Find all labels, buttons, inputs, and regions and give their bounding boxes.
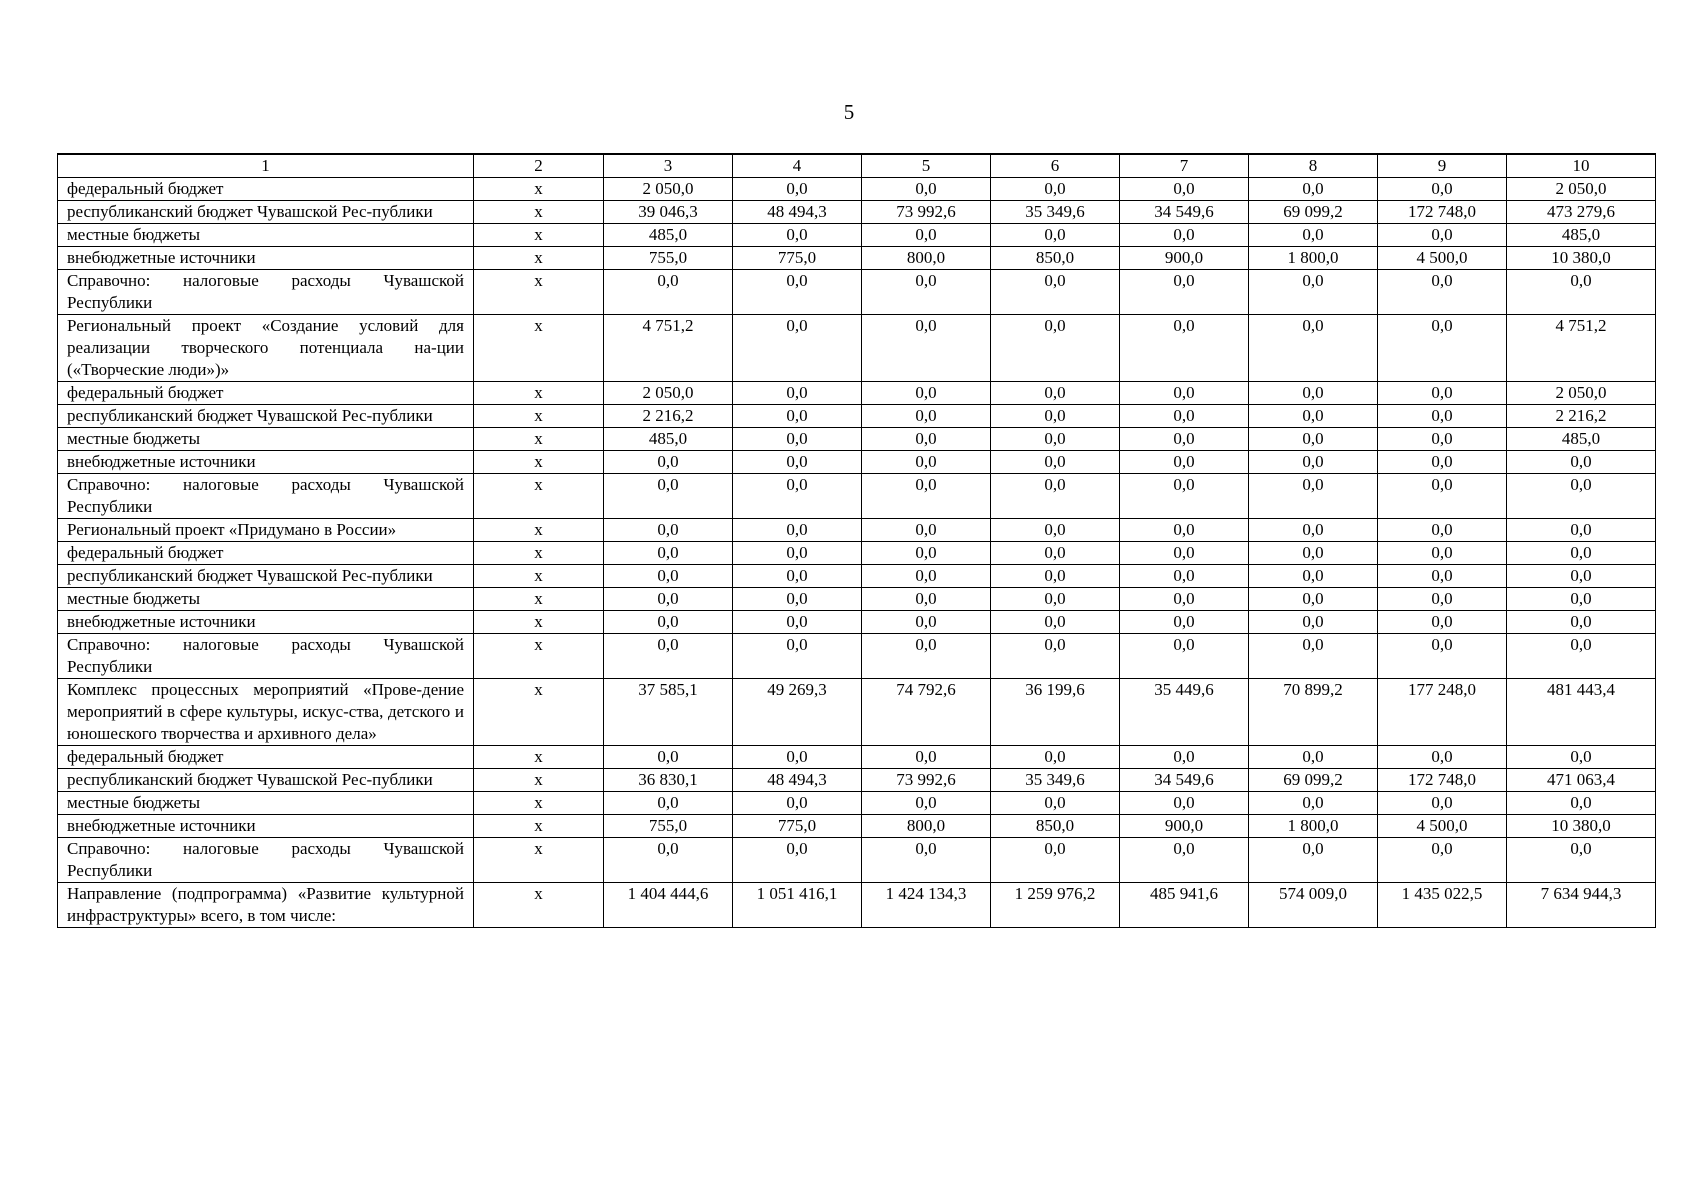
table-row: [58, 883, 1656, 928]
row-value: 0,0: [991, 405, 1120, 428]
row-value: 0,0: [1120, 315, 1249, 382]
row-value: 0,0: [991, 428, 1120, 451]
row-value: 0,0: [1120, 634, 1249, 679]
row-value: 0,0: [1507, 838, 1656, 883]
row-value: 0,0: [991, 634, 1120, 679]
row-value: 0,0: [733, 382, 862, 405]
row-value: 0,0: [604, 542, 733, 565]
row-value: 172 748,0: [1378, 769, 1507, 792]
row-value: 0,0: [1378, 746, 1507, 769]
row-value: 0,0: [1507, 792, 1656, 815]
table-row: [58, 634, 1656, 679]
row-value: 0,0: [1249, 224, 1378, 247]
row-value: 10 380,0: [1507, 815, 1656, 838]
table-row: [58, 519, 1656, 542]
table-row: [58, 838, 1656, 883]
row-value: 850,0: [991, 815, 1120, 838]
row-value: 35 349,6: [991, 201, 1120, 224]
row-name: внебюджетные источники: [58, 815, 474, 838]
column-number: 3: [604, 154, 733, 178]
row-value: 0,0: [1249, 474, 1378, 519]
table-row: [58, 815, 1656, 838]
row-name: местные бюджеты: [58, 792, 474, 815]
row-code: х: [474, 315, 604, 382]
row-name: Справочно: налоговые расходы Чувашской Республики: [58, 474, 474, 519]
table-row: [58, 382, 1656, 405]
row-value: 1 800,0: [1249, 815, 1378, 838]
row-value: 0,0: [1378, 270, 1507, 315]
row-value: 0,0: [733, 178, 862, 201]
table-body: [58, 154, 1656, 928]
row-value: 900,0: [1120, 815, 1249, 838]
row-name: Справочно: налоговые расходы Чувашской Республики: [58, 634, 474, 679]
row-code: х: [474, 634, 604, 679]
row-value: 48 494,3: [733, 201, 862, 224]
row-code: х: [474, 792, 604, 815]
row-value: 0,0: [1378, 519, 1507, 542]
row-value: 485 941,6: [1120, 883, 1249, 928]
row-value: 0,0: [1378, 451, 1507, 474]
row-value: 574 009,0: [1249, 883, 1378, 928]
row-code: х: [474, 611, 604, 634]
row-value: 49 269,3: [733, 679, 862, 746]
table-row: [58, 746, 1656, 769]
row-name: Региональный проект «Придумано в России»: [58, 519, 474, 542]
row-value: 481 443,4: [1507, 679, 1656, 746]
row-value: 0,0: [1378, 315, 1507, 382]
row-value: 800,0: [862, 247, 991, 270]
row-value: 2 050,0: [604, 382, 733, 405]
row-value: 0,0: [1507, 565, 1656, 588]
row-value: 0,0: [991, 270, 1120, 315]
row-value: 37 585,1: [604, 679, 733, 746]
row-value: 0,0: [1378, 634, 1507, 679]
row-value: 755,0: [604, 247, 733, 270]
row-value: 0,0: [1249, 565, 1378, 588]
row-value: 0,0: [1120, 428, 1249, 451]
row-code: х: [474, 883, 604, 928]
row-value: 0,0: [862, 382, 991, 405]
row-value: 0,0: [1120, 519, 1249, 542]
row-value: 800,0: [862, 815, 991, 838]
row-value: 1 259 976,2: [991, 883, 1120, 928]
row-value: 0,0: [1507, 270, 1656, 315]
table-row: [58, 474, 1656, 519]
row-value: 0,0: [991, 565, 1120, 588]
row-name: Региональный проект «Создание условий для реализации творческого потенциала на-ции («Творческие люди»)»: [58, 315, 474, 382]
column-number: 4: [733, 154, 862, 178]
row-value: 0,0: [991, 792, 1120, 815]
row-value: 0,0: [862, 178, 991, 201]
row-value: 0,0: [1378, 792, 1507, 815]
row-value: 2 216,2: [604, 405, 733, 428]
row-value: 0,0: [733, 746, 862, 769]
row-value: 0,0: [604, 838, 733, 883]
column-number: 9: [1378, 154, 1507, 178]
row-value: 0,0: [604, 451, 733, 474]
row-value: 1 404 444,6: [604, 883, 733, 928]
row-value: 2 050,0: [1507, 382, 1656, 405]
row-name: республиканский бюджет Чувашской Рес-публики: [58, 769, 474, 792]
row-value: 485,0: [604, 428, 733, 451]
row-name: внебюджетные источники: [58, 451, 474, 474]
row-value: 2 050,0: [1507, 178, 1656, 201]
row-value: 0,0: [862, 792, 991, 815]
row-value: 0,0: [862, 588, 991, 611]
row-value: 0,0: [1120, 746, 1249, 769]
row-value: 0,0: [1378, 838, 1507, 883]
row-code: х: [474, 474, 604, 519]
row-code: х: [474, 815, 604, 838]
row-value: 0,0: [733, 224, 862, 247]
table-row: [58, 270, 1656, 315]
row-value: 0,0: [1378, 588, 1507, 611]
row-value: 0,0: [1120, 474, 1249, 519]
row-value: 0,0: [1120, 588, 1249, 611]
row-name: внебюджетные источники: [58, 611, 474, 634]
row-code: х: [474, 565, 604, 588]
table-row: [58, 792, 1656, 815]
row-name: Справочно: налоговые расходы Чувашской Республики: [58, 270, 474, 315]
table-row: [58, 769, 1656, 792]
row-value: 0,0: [1507, 634, 1656, 679]
row-code: х: [474, 588, 604, 611]
column-number: 1: [58, 154, 474, 178]
row-value: 0,0: [1507, 542, 1656, 565]
row-value: 1 435 022,5: [1378, 883, 1507, 928]
row-name: республиканский бюджет Чувашской Рес-публики: [58, 405, 474, 428]
row-value: 2 216,2: [1507, 405, 1656, 428]
row-value: 69 099,2: [1249, 769, 1378, 792]
row-value: 0,0: [1507, 474, 1656, 519]
row-value: 172 748,0: [1378, 201, 1507, 224]
row-value: 0,0: [1120, 405, 1249, 428]
row-value: 73 992,6: [862, 201, 991, 224]
table-row: [58, 201, 1656, 224]
row-value: 0,0: [604, 474, 733, 519]
row-code: х: [474, 769, 604, 792]
row-value: 0,0: [1120, 382, 1249, 405]
row-code: х: [474, 270, 604, 315]
row-value: 0,0: [1507, 611, 1656, 634]
row-value: 0,0: [1120, 451, 1249, 474]
table-row: [58, 405, 1656, 428]
row-value: 0,0: [604, 634, 733, 679]
row-value: 0,0: [862, 428, 991, 451]
row-value: 0,0: [1120, 611, 1249, 634]
row-value: 0,0: [604, 565, 733, 588]
row-name: федеральный бюджет: [58, 382, 474, 405]
row-code: х: [474, 746, 604, 769]
column-number: 8: [1249, 154, 1378, 178]
row-value: 0,0: [733, 792, 862, 815]
row-value: 0,0: [1507, 519, 1656, 542]
row-value: 2 050,0: [604, 178, 733, 201]
row-value: 473 279,6: [1507, 201, 1656, 224]
row-value: 0,0: [604, 588, 733, 611]
row-name: федеральный бюджет: [58, 178, 474, 201]
column-number: 10: [1507, 154, 1656, 178]
row-value: 177 248,0: [1378, 679, 1507, 746]
row-code: х: [474, 178, 604, 201]
row-value: 0,0: [862, 224, 991, 247]
row-value: 0,0: [1120, 838, 1249, 883]
row-value: 0,0: [862, 474, 991, 519]
row-value: 0,0: [991, 178, 1120, 201]
row-value: 0,0: [862, 315, 991, 382]
row-value: 0,0: [991, 382, 1120, 405]
row-value: 0,0: [733, 588, 862, 611]
row-name: местные бюджеты: [58, 224, 474, 247]
row-value: 471 063,4: [1507, 769, 1656, 792]
row-value: 0,0: [1378, 611, 1507, 634]
row-value: 900,0: [1120, 247, 1249, 270]
row-value: 74 792,6: [862, 679, 991, 746]
row-name: республиканский бюджет Чувашской Рес-публики: [58, 565, 474, 588]
row-code: х: [474, 247, 604, 270]
row-value: 0,0: [733, 270, 862, 315]
row-name: Справочно: налоговые расходы Чувашской Республики: [58, 838, 474, 883]
row-value: 34 549,6: [1120, 769, 1249, 792]
row-value: 0,0: [604, 611, 733, 634]
row-value: 36 830,1: [604, 769, 733, 792]
row-code: х: [474, 201, 604, 224]
row-value: 0,0: [862, 542, 991, 565]
row-code: х: [474, 428, 604, 451]
row-code: х: [474, 679, 604, 746]
row-value: 73 992,6: [862, 769, 991, 792]
row-value: 0,0: [862, 519, 991, 542]
table-row: [58, 679, 1656, 746]
row-value: 0,0: [1249, 315, 1378, 382]
row-value: 36 199,6: [991, 679, 1120, 746]
row-value: 4 500,0: [1378, 815, 1507, 838]
row-value: 4 751,2: [1507, 315, 1656, 382]
row-code: х: [474, 542, 604, 565]
row-code: х: [474, 519, 604, 542]
row-code: х: [474, 224, 604, 247]
row-value: 0,0: [862, 451, 991, 474]
row-value: 0,0: [1378, 382, 1507, 405]
row-value: 0,0: [862, 270, 991, 315]
table-row: [58, 611, 1656, 634]
row-value: 0,0: [862, 838, 991, 883]
row-value: 0,0: [862, 565, 991, 588]
table-row: [58, 542, 1656, 565]
table-row: [58, 588, 1656, 611]
row-value: 0,0: [1120, 565, 1249, 588]
row-value: 0,0: [1249, 178, 1378, 201]
row-value: 0,0: [1249, 451, 1378, 474]
row-value: 0,0: [991, 542, 1120, 565]
row-value: 0,0: [1120, 792, 1249, 815]
row-value: 0,0: [991, 838, 1120, 883]
row-value: 7 634 944,3: [1507, 883, 1656, 928]
row-value: 0,0: [1378, 428, 1507, 451]
row-value: 0,0: [1249, 542, 1378, 565]
row-value: 0,0: [862, 405, 991, 428]
column-number: 2: [474, 154, 604, 178]
row-name: внебюджетные источники: [58, 247, 474, 270]
row-value: 0,0: [733, 542, 862, 565]
row-value: 0,0: [1507, 746, 1656, 769]
row-value: 39 046,3: [604, 201, 733, 224]
row-value: 0,0: [1507, 451, 1656, 474]
row-value: 0,0: [862, 611, 991, 634]
row-value: 69 099,2: [1249, 201, 1378, 224]
row-value: 0,0: [991, 746, 1120, 769]
row-value: 0,0: [1249, 746, 1378, 769]
row-value: 0,0: [733, 565, 862, 588]
row-value: 0,0: [1378, 405, 1507, 428]
row-value: 0,0: [604, 270, 733, 315]
row-value: 0,0: [1249, 611, 1378, 634]
row-value: 1 051 416,1: [733, 883, 862, 928]
table-row: [58, 224, 1656, 247]
row-value: 0,0: [991, 474, 1120, 519]
table-row: [58, 247, 1656, 270]
row-name: местные бюджеты: [58, 588, 474, 611]
row-value: 0,0: [1507, 588, 1656, 611]
row-value: 0,0: [1378, 542, 1507, 565]
row-name: Направление (подпрограмма) «Развитие культурной инфраструктуры» всего, в том числе:: [58, 883, 474, 928]
row-value: 0,0: [733, 451, 862, 474]
row-value: 755,0: [604, 815, 733, 838]
row-name: Комплекс процессных мероприятий «Прове-дение мероприятий в сфере культуры, искус-ства, детского и юношеского творчества и архивного дела»: [58, 679, 474, 746]
row-value: 0,0: [1120, 270, 1249, 315]
row-value: 48 494,3: [733, 769, 862, 792]
row-value: 0,0: [1249, 405, 1378, 428]
row-value: 0,0: [733, 519, 862, 542]
row-value: 35 349,6: [991, 769, 1120, 792]
row-value: 35 449,6: [1120, 679, 1249, 746]
row-value: 70 899,2: [1249, 679, 1378, 746]
row-value: 0,0: [1249, 792, 1378, 815]
row-value: 1 800,0: [1249, 247, 1378, 270]
row-value: 0,0: [991, 611, 1120, 634]
row-value: 0,0: [1249, 382, 1378, 405]
row-value: 0,0: [1249, 270, 1378, 315]
row-code: х: [474, 451, 604, 474]
row-value: 4 500,0: [1378, 247, 1507, 270]
row-name: местные бюджеты: [58, 428, 474, 451]
budget-table: [57, 153, 1656, 928]
page-number: 5: [843, 100, 855, 124]
row-value: 0,0: [1249, 428, 1378, 451]
row-value: 0,0: [1249, 838, 1378, 883]
row-value: 34 549,6: [1120, 201, 1249, 224]
row-value: 0,0: [733, 405, 862, 428]
row-value: 0,0: [604, 519, 733, 542]
row-value: 0,0: [991, 519, 1120, 542]
row-value: 0,0: [1378, 224, 1507, 247]
row-value: 485,0: [1507, 428, 1656, 451]
row-value: 0,0: [1120, 224, 1249, 247]
row-value: 0,0: [1249, 519, 1378, 542]
row-value: 4 751,2: [604, 315, 733, 382]
row-value: 0,0: [1378, 178, 1507, 201]
row-value: 0,0: [1378, 565, 1507, 588]
row-value: 0,0: [733, 611, 862, 634]
row-value: 0,0: [1120, 178, 1249, 201]
table-row: [58, 178, 1656, 201]
column-number: 5: [862, 154, 991, 178]
row-value: 775,0: [733, 815, 862, 838]
row-name: федеральный бюджет: [58, 746, 474, 769]
row-value: 485,0: [604, 224, 733, 247]
row-value: 0,0: [604, 746, 733, 769]
row-value: 0,0: [1249, 588, 1378, 611]
row-value: 0,0: [991, 315, 1120, 382]
row-code: х: [474, 382, 604, 405]
row-value: 0,0: [862, 746, 991, 769]
row-value: 10 380,0: [1507, 247, 1656, 270]
row-value: 0,0: [733, 315, 862, 382]
row-code: х: [474, 838, 604, 883]
row-value: 485,0: [1507, 224, 1656, 247]
row-value: 0,0: [862, 634, 991, 679]
table-row: [58, 315, 1656, 382]
row-value: 0,0: [991, 224, 1120, 247]
row-value: 775,0: [733, 247, 862, 270]
row-value: 0,0: [604, 792, 733, 815]
row-value: 1 424 134,3: [862, 883, 991, 928]
table-row: [58, 428, 1656, 451]
column-number-row: [58, 154, 1656, 178]
column-number: 7: [1120, 154, 1249, 178]
row-name: федеральный бюджет: [58, 542, 474, 565]
column-number: 6: [991, 154, 1120, 178]
row-value: 0,0: [1378, 474, 1507, 519]
row-value: 0,0: [733, 428, 862, 451]
row-code: х: [474, 405, 604, 428]
table-row: [58, 451, 1656, 474]
row-value: 0,0: [733, 474, 862, 519]
row-value: 0,0: [991, 451, 1120, 474]
row-value: 850,0: [991, 247, 1120, 270]
row-value: 0,0: [733, 838, 862, 883]
row-value: 0,0: [1120, 542, 1249, 565]
row-value: 0,0: [991, 588, 1120, 611]
row-name: республиканский бюджет Чувашской Рес-публики: [58, 201, 474, 224]
table-row: [58, 565, 1656, 588]
row-value: 0,0: [1249, 634, 1378, 679]
row-value: 0,0: [733, 634, 862, 679]
